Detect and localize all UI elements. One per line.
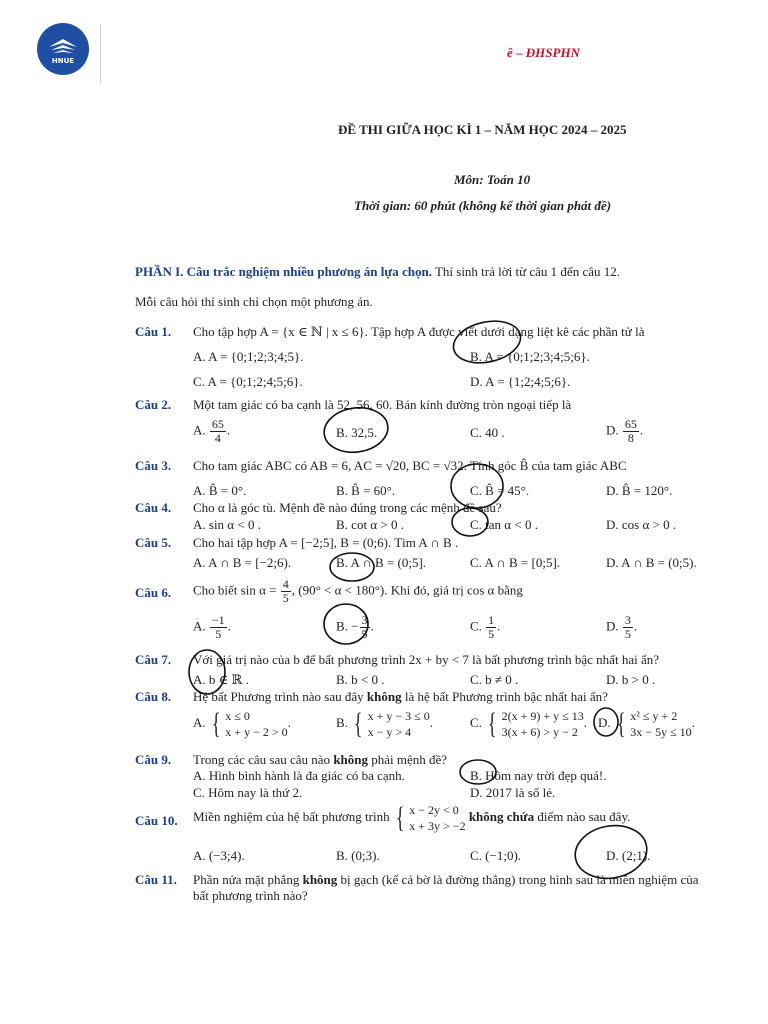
option-b: B. Hôm nay trời đẹp quá!. xyxy=(470,768,607,783)
option-c: C. B̂ = 45°. xyxy=(470,483,530,498)
question-text: Với giá trị nào của b để bất phương trình 2x + by < 7 là bất phương trình bậc nhất hai ẩn? xyxy=(193,652,659,667)
option-d: D. { x² ≤ y + 2 3x − 5y ≤ 10 . xyxy=(598,707,695,740)
question-text: Trong các câu sau câu nào không phải mệnh đề? xyxy=(193,752,448,767)
option-a: A. { x ≤ 0 x + y − 2 > 0 . xyxy=(193,707,291,740)
question-label: Câu 11. xyxy=(135,872,177,887)
option-d: D. A ∩ B = (0;5). xyxy=(606,555,697,570)
option-d: D. 2017 là số lẻ. xyxy=(470,785,556,800)
option-b: B. − $\frac{3}{5}$ . xyxy=(336,613,374,641)
option-c: C. $\frac{1}{5}$ . xyxy=(470,613,501,641)
option-c: C. A = {0;1;2;4;5;6}. xyxy=(193,374,303,389)
question-text: Phần nửa mặt phẳng không bị gạch (kể cả bờ là đường thẳng) trong hình sau là miền nghiệm của xyxy=(193,872,699,887)
question-text: Miền nghiệm của hệ bất phương trình { x − 2y < 0 x + 3y > −2 không chứa điểm nào sau đây. xyxy=(193,801,631,834)
question-text: Một tam giác có ba cạnh là 52, 56, 60. Bán kính đường tròn ngoại tiếp là xyxy=(193,397,572,412)
option-b: B. cot α > 0 . xyxy=(336,517,404,532)
question-label: Câu 3. xyxy=(135,458,172,473)
svg-text:HNUE: HNUE xyxy=(51,57,75,65)
option-b: B. A ∩ B = (0;5]. xyxy=(336,555,427,570)
answer-circle xyxy=(571,820,651,884)
option-c: C. (−1;0). xyxy=(470,848,522,863)
option-a: A. sin α < 0 . xyxy=(193,517,261,532)
option-c: C. { 2(x + 9) + y ≤ 13 3(x + 6) > y − 2 . xyxy=(470,707,587,740)
question-label: Câu 10. xyxy=(135,813,178,828)
question-text: Cho biết sin α = $\frac{4}{5}$ , (90° < α < 180°). Khi đó, giá trị cos α bằng xyxy=(193,577,523,605)
question-text: Cho hai tập hợp A = [−2;5], B = (0;6). Tìm A ∩ B . xyxy=(193,535,459,550)
part1-heading: PHẦN I. Câu trắc nghiệm nhiều phương án lựa chọn. Thí sinh trả lời từ câu 1 đến câu 12. xyxy=(135,264,620,279)
answer-circle xyxy=(452,508,488,536)
option-d: D. (2;1). xyxy=(606,848,651,863)
option-b: B. b < 0 . xyxy=(336,672,385,687)
question-label: Câu 9. xyxy=(135,752,172,767)
exam-title: ĐỀ THI GIỮA HỌC KÌ 1 – NĂM HỌC 2024 – 2025 xyxy=(338,122,627,137)
question-label: Câu 7. xyxy=(135,652,172,667)
question-text: Cho α là góc tù. Mệnh đề nào đúng trong các mệnh đề sau? xyxy=(193,500,502,515)
option-b: B. { x + y − 3 ≤ 0 x − y > 4 . xyxy=(336,707,433,740)
answer-circle xyxy=(450,315,525,368)
answer-circle xyxy=(594,708,618,736)
option-a: A. A ∩ B = [−2;6). xyxy=(193,555,292,570)
option-a: A. b ∈ ℝ . xyxy=(193,672,249,687)
question-text-continued: bất phương trình nào? xyxy=(193,888,308,903)
option-b: B. (0;3). xyxy=(336,848,380,863)
part1-instruction: Mỗi câu hỏi thí sinh chỉ chọn một phương án. xyxy=(135,294,373,309)
question-label: Câu 6. xyxy=(135,585,172,600)
option-a: A. (−3;4). xyxy=(193,848,245,863)
header-source: ề – ĐHSPHN xyxy=(507,45,580,60)
question-text: Cho tam giác ABC có AB = 6, AC = √20, BC = √32. Tính góc B̂ của tam giác ABC xyxy=(193,458,627,473)
option-d: D. A = {1;2;4;5;6}. xyxy=(470,374,571,389)
answer-circle xyxy=(330,553,374,581)
answer-circle xyxy=(324,604,368,644)
question-label: Câu 2. xyxy=(135,397,172,412)
answer-circle xyxy=(321,404,391,456)
option-a: A. Hình bình hành là đa giác có ba cạnh. xyxy=(193,768,405,783)
question-text: Hệ bất Phương trình nào sau đây không là hệ bất Phương trình bậc nhất hai ẩn? xyxy=(193,689,608,704)
exam-subject: Môn: Toán 10 xyxy=(454,172,531,187)
option-d: D. cos α > 0 . xyxy=(606,517,677,532)
answer-circle xyxy=(189,650,225,694)
question-label: Câu 8. xyxy=(135,689,172,704)
option-c: C. tan α < 0 . xyxy=(470,517,538,532)
option-c: C. A ∩ B = [0;5]. xyxy=(470,555,561,570)
option-a: A. $\frac{-1}{5}$ . xyxy=(193,613,231,641)
option-a: A. $\frac{65}{4}$ . xyxy=(193,417,231,445)
option-c: C. Hôm nay là thứ 2. xyxy=(193,785,303,800)
question-label: Câu 5. xyxy=(135,535,172,550)
answer-circle xyxy=(451,464,503,508)
option-a: A. B̂ = 0°. xyxy=(193,483,247,498)
option-c: C. b ≠ 0 . xyxy=(470,672,519,687)
exam-time: Thời gian: 60 phút (không kể thời gian phát đề) xyxy=(354,198,612,213)
option-d: D. $\frac{65}{8}$ . xyxy=(606,417,644,445)
option-a: A. A = {0;1;2;3;4;5}. xyxy=(193,349,304,364)
option-b: B. 32,5. xyxy=(336,425,378,440)
question-label: Câu 1. xyxy=(135,324,172,339)
option-c: C. 40 . xyxy=(470,425,505,440)
option-d: D. b > 0 . xyxy=(606,672,656,687)
option-b: B. B̂ = 60°. xyxy=(336,483,396,498)
option-d: D. $\frac{3}{5}$ . xyxy=(606,613,638,641)
option-d: D. B̂ = 120°. xyxy=(606,483,673,498)
option-b: B. A = {0;1;2;3;4;5;6}. xyxy=(470,349,590,364)
question-label: Câu 4. xyxy=(135,500,172,515)
answer-circle xyxy=(460,760,496,784)
question-text: Cho tập hợp A = {x ∈ ℕ | x ≤ 6}. Tập hợp A được viết dưới dạng liệt kê các phần tử là xyxy=(193,324,645,339)
